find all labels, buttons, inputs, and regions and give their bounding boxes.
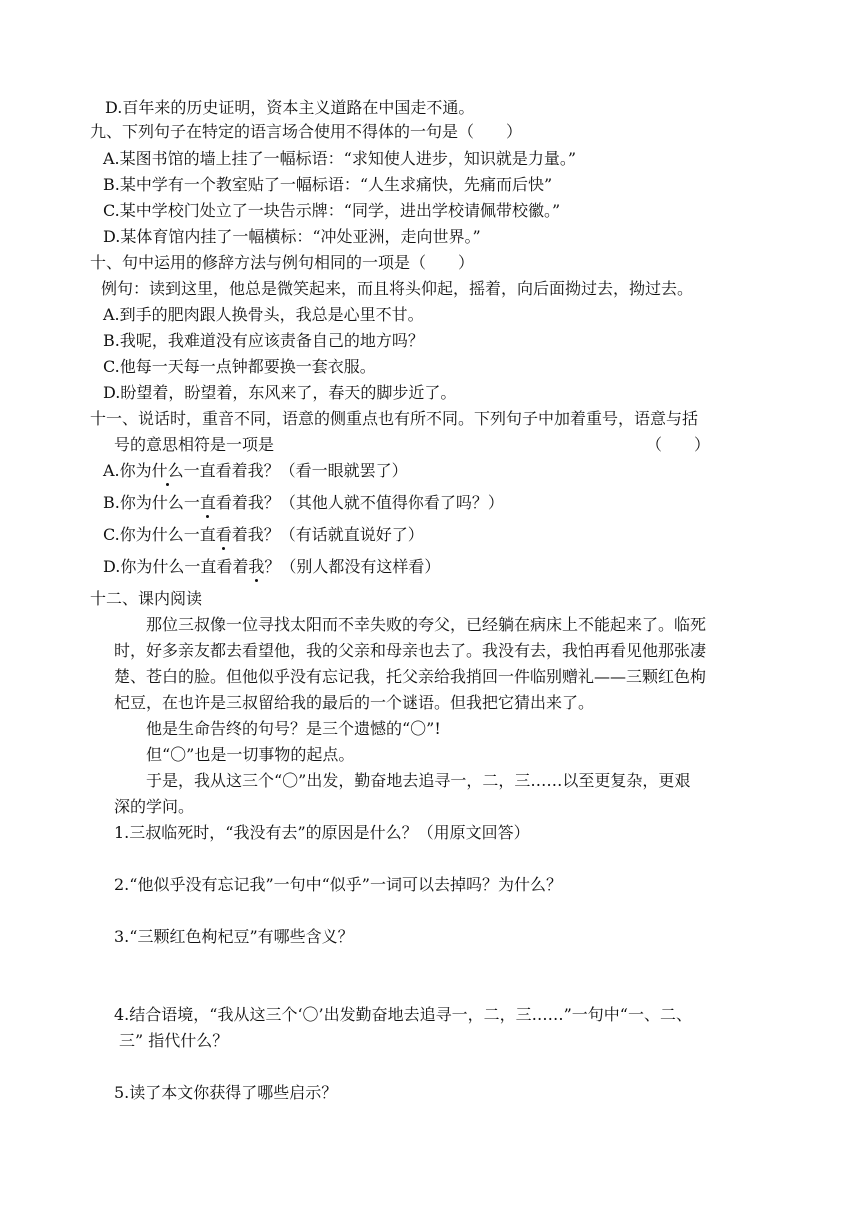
option-text: ？（别人都没有这样看） — [264, 557, 441, 576]
q9-option-d: D.某体育馆内挂了一幅横标：“冲处亚洲，走向世界。” — [103, 227, 481, 246]
q12-question-4: 4.结合语境，“我从这三个‘〇’出发勤奋地去追寻一，二，三……”一句中“一、二、 — [114, 1005, 692, 1024]
q11-answer-bracket: （ ） — [646, 435, 711, 454]
q11-option-b — [103, 492, 504, 514]
q12-question-2: 2.“他似乎没有忘记我”一句中“似乎”一词可以去掉吗？为什么？ — [114, 875, 562, 894]
passage-line: 那位三叔像一位寻找太阳而不幸失败的夸父，已经躺在病床上不能起来了。临死 — [146, 615, 707, 634]
q9-option-b: B.某中学有一个教室贴了一幅标语：“人生求痛快，先痛而后快” — [103, 175, 553, 194]
q10-stem: 十、句中运用的修辞方法与例句相同的一项是（ ） — [90, 253, 475, 272]
emphasis-mark: 什么 — [151, 461, 184, 480]
passage-line: 楚、苍白的脸。但他似乎没有忘记我，托父亲给我捎回一件临别赠礼——三颗红色枸 — [114, 667, 707, 686]
q12-question-3: 3.“三颗红色枸杞豆”有哪些含义？ — [114, 927, 354, 946]
option-text: C.你为什么一直 — [103, 525, 216, 544]
passage-line: 时，好多亲友都去看望他，我的父亲和母亲也去了。我没有去，我怕再看见他那张凄 — [114, 641, 707, 660]
option-text: B.你为什么一 — [103, 493, 200, 512]
q10-example: 例句：读到这里，他总是微笑起来，而且将头仰起，摇着，向后面拗过去，拗过去。 — [101, 279, 694, 298]
q12-question-5: 5.读了本文你获得了哪些启示？ — [114, 1083, 338, 1102]
option-text: 一直看着我？（看一眼就罢了） — [183, 461, 408, 480]
option-text: 着我？（有话就直说好了） — [231, 525, 424, 544]
q10-option-b: B.我呢，我难道没有应该责备自己的地方吗？ — [103, 331, 424, 350]
passage-line: 但“〇”也是一切事物的起点。 — [146, 745, 355, 764]
q9-option-a: A.某图书馆的墙上挂了一幅标语：“求知使人进步，知识就是力量。” — [103, 149, 577, 168]
q12-question-4-cont: 三” 指代什么？ — [119, 1031, 229, 1050]
q10-option-d: D.盼望着，盼望着，东风来了，春天的脚步近了。 — [103, 383, 457, 402]
option-text: D.你为什么一直看着 — [103, 557, 249, 576]
q10-option-c: C.他每一天每一点钟都要换一套衣服。 — [103, 357, 376, 376]
emphasis-mark: 直 — [199, 493, 216, 512]
passage-line: 于是，我从这三个“〇”出发，勤奋地去追寻一，二，三……以至更复杂，更艰 — [146, 771, 691, 790]
q11-option-a — [103, 460, 408, 482]
q11-option-d — [103, 556, 440, 578]
q9-option-c: C.某中学校门处立了一块告示牌：“同学，进出学校请佩带校徽。” — [103, 201, 561, 220]
q9-stem: 九、下列句子在特定的语言场合使用不得体的一句是（ ） — [90, 122, 523, 141]
q12-question-1: 1.三叔临死时，“我没有去”的原因是什么？（用原文回答） — [114, 823, 530, 842]
passage-line: 他是生命告终的句号？是三个遗憾的“〇”! — [146, 719, 441, 738]
passage-line: 深的学问。 — [114, 797, 195, 816]
emphasis-mark: 我 — [248, 557, 265, 576]
option-text: 看着我？（其他人就不值得你看了吗？） — [215, 493, 504, 512]
q12-stem: 十二、课内阅读 — [90, 589, 203, 608]
q11-stem-line2: 号的意思相符是一项是 — [114, 435, 275, 454]
option-text: A.你为 — [103, 461, 152, 480]
q11-stem-line1: 十一、说话时，重音不同，语意的侧重点也有所不同。下列句子中加着重号，语意与括 — [90, 409, 699, 428]
q11-option-c — [103, 524, 424, 546]
q8-option-d: D.百年来的历史证明，资本主义道路在中国走不通。 — [105, 98, 475, 117]
q10-option-a: A.到手的肥肉跟人换骨头，我总是心里不甘。 — [103, 305, 424, 324]
emphasis-mark: 看 — [215, 525, 232, 544]
passage-line: 杞豆，在也许是三叔留给我的最后的一个谜语。但我把它猜出来了。 — [114, 693, 595, 712]
